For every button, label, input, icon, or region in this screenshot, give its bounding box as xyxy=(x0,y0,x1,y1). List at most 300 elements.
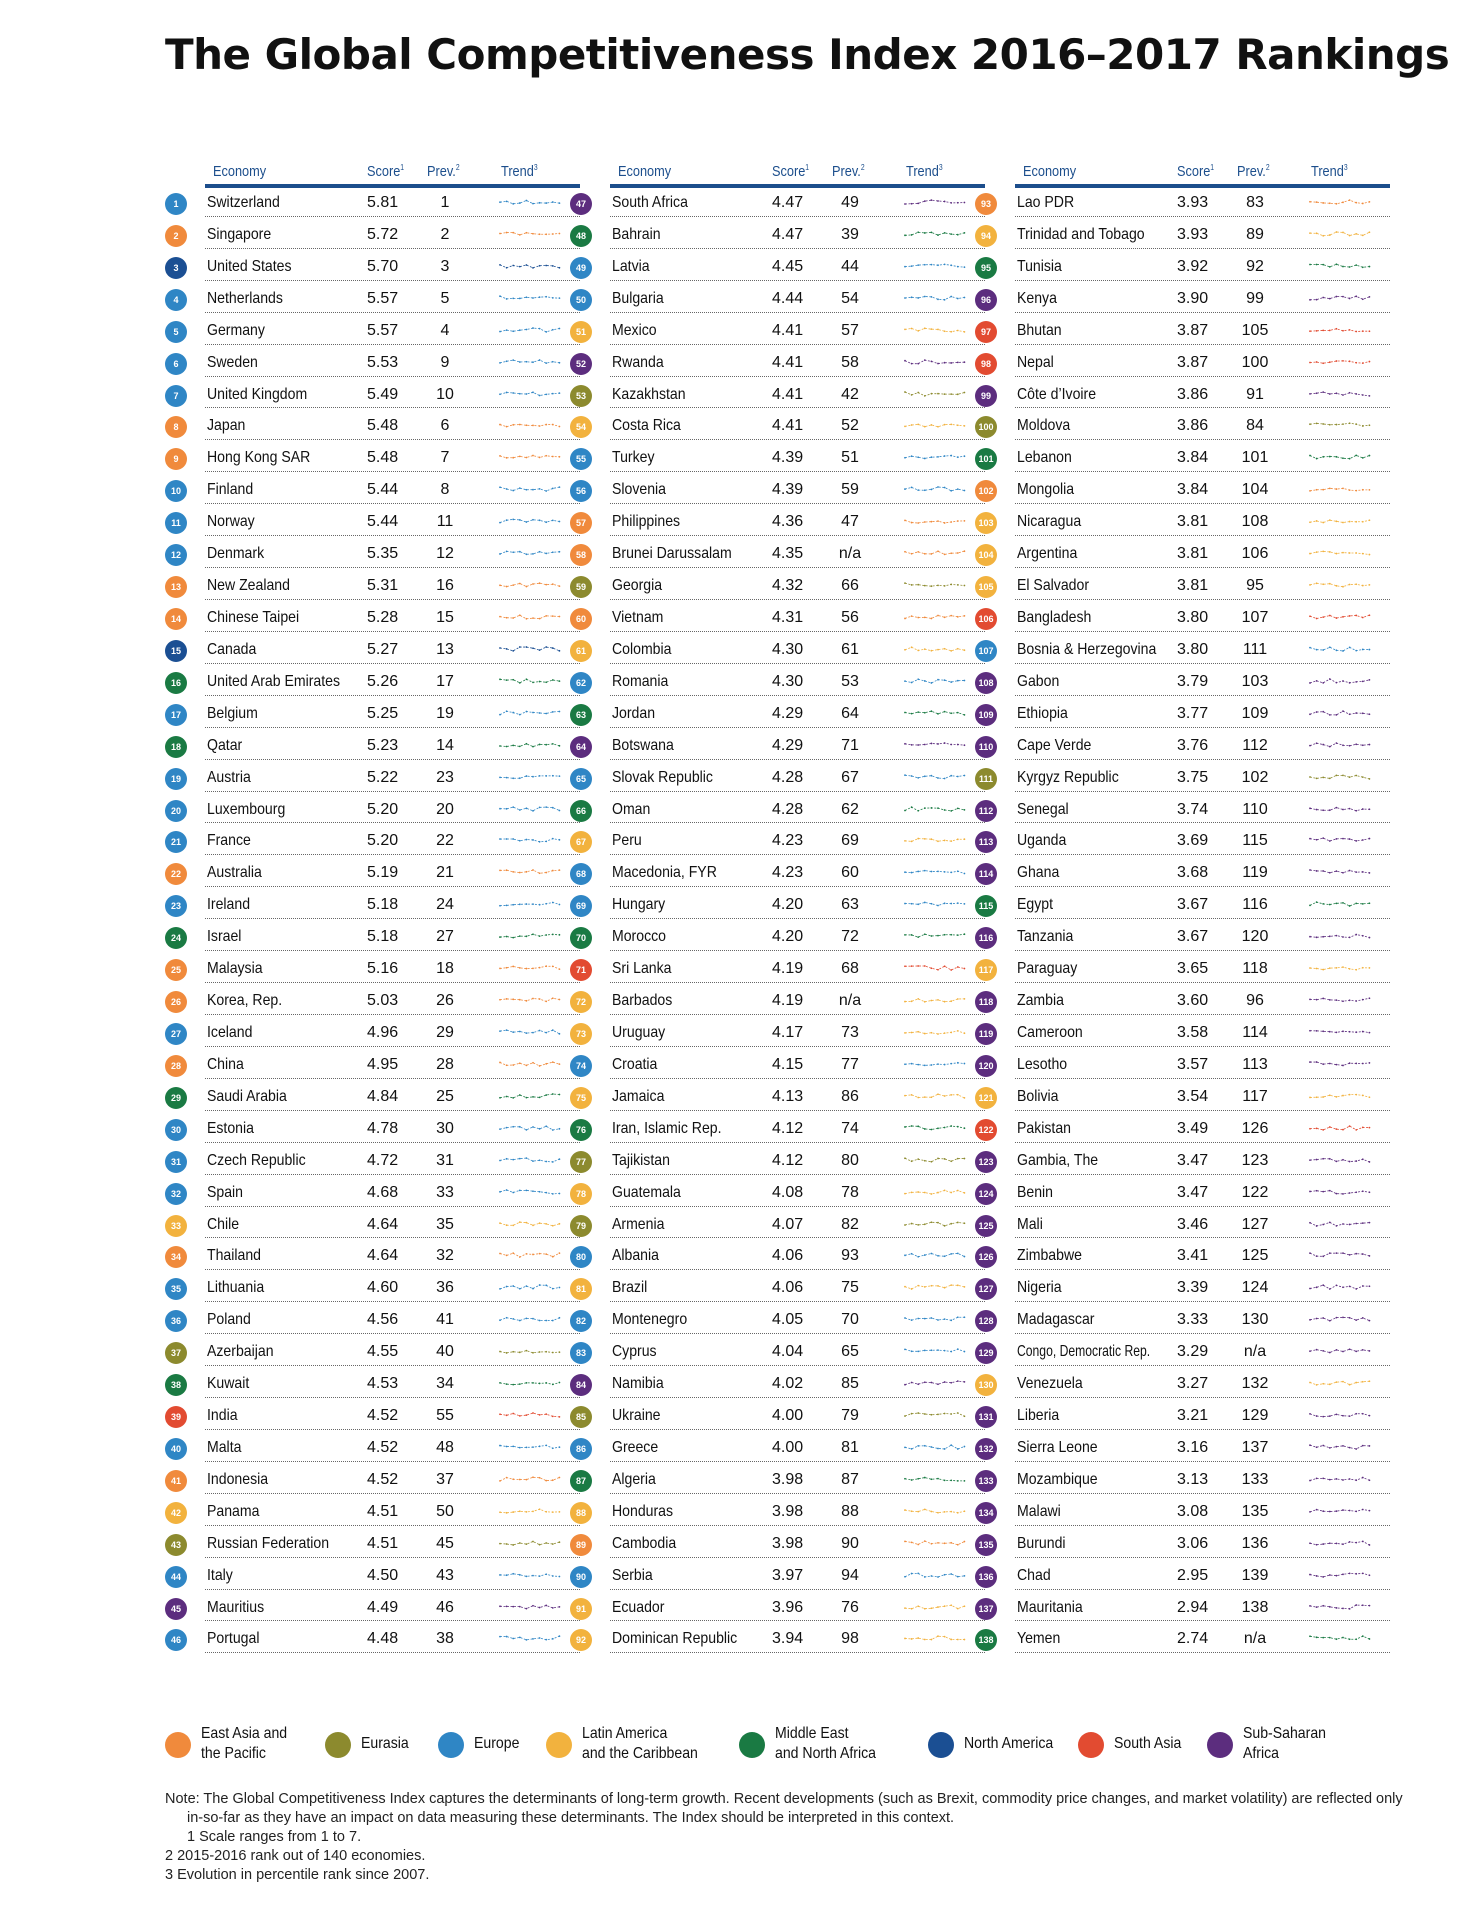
prev-rank: 38 xyxy=(436,1630,454,1648)
legend-swatch xyxy=(325,1732,351,1758)
rank-badge: 64 xyxy=(570,736,592,758)
score-value: 3.79 xyxy=(1177,672,1209,690)
header-prev-label: Prev. xyxy=(832,163,861,180)
trend-sparkline xyxy=(497,577,563,593)
row-divider xyxy=(610,1525,985,1526)
trend-sparkline xyxy=(902,769,968,785)
rank-badge: 16 xyxy=(165,672,187,694)
trend-sparkline xyxy=(497,1088,563,1104)
economy-name: Germany xyxy=(207,321,265,339)
trend-sparkline xyxy=(902,449,968,465)
score-value: 3.86 xyxy=(1177,385,1209,403)
trend-sparkline xyxy=(902,1439,968,1455)
row-divider xyxy=(1015,1078,1390,1079)
header-prev-label: Prev. xyxy=(1237,163,1266,180)
rank-badge: 13 xyxy=(165,576,187,598)
prev-rank: 27 xyxy=(436,928,454,946)
rank-badge: 110 xyxy=(975,736,997,758)
ranking-row xyxy=(575,954,985,986)
economy-name: Finland xyxy=(207,481,254,499)
trend-sparkline xyxy=(497,673,563,689)
rank-badge: 29 xyxy=(165,1087,187,1109)
row-divider xyxy=(610,1429,985,1430)
score-value: 4.31 xyxy=(772,608,804,626)
trend-sparkline xyxy=(497,1535,563,1551)
ranking-row xyxy=(170,731,580,763)
rank-badge: 10 xyxy=(165,480,187,502)
ranking-row xyxy=(170,1273,580,1305)
trend-sparkline xyxy=(902,1599,968,1615)
economy-name: Moldova xyxy=(1017,417,1071,435)
score-value: 5.48 xyxy=(367,417,399,435)
economy-name: United Arab Emirates xyxy=(207,672,341,690)
trend-sparkline xyxy=(902,1343,968,1359)
score-value: 4.35 xyxy=(772,545,804,563)
score-value: 3.94 xyxy=(772,1630,804,1648)
header-economy-label: Economy xyxy=(213,163,267,180)
prev-rank: 3 xyxy=(440,257,450,275)
score-value: 4.36 xyxy=(772,513,804,531)
ranking-row xyxy=(170,1114,580,1146)
ranking-row xyxy=(978,954,1390,986)
economy-name: Pakistan xyxy=(1017,1119,1072,1137)
row-divider xyxy=(1015,1206,1390,1207)
row-divider xyxy=(1015,854,1390,855)
header-score xyxy=(1177,163,1214,180)
economy-name: Malaysia xyxy=(207,960,263,978)
score-value: 4.84 xyxy=(367,1087,399,1105)
header-economy xyxy=(1023,163,1076,180)
rank-badge: 12 xyxy=(165,544,187,566)
prev-rank: 88 xyxy=(841,1502,859,1520)
prev-rank: n/a xyxy=(838,992,862,1010)
score-value: 3.97 xyxy=(772,1566,804,1584)
ranking-row xyxy=(575,1210,985,1242)
prev-rank: 56 xyxy=(841,608,859,626)
rank-badge: 87 xyxy=(570,1470,592,1492)
header-prev xyxy=(427,163,460,180)
footnote-3: 3 Evolution in percentile rank since 2007. xyxy=(165,1867,430,1883)
row-divider xyxy=(610,695,985,696)
prev-rank: 28 xyxy=(436,1055,454,1073)
score-value: 3.46 xyxy=(1177,1215,1209,1233)
economy-name: France xyxy=(207,832,251,850)
economy-name: Venezuela xyxy=(1017,1375,1083,1393)
economy-name: Azerbaijan xyxy=(207,1343,274,1361)
rank-badge: 113 xyxy=(975,831,997,853)
row-divider xyxy=(1015,535,1390,536)
score-value: 4.23 xyxy=(772,864,804,882)
rank-badge: 134 xyxy=(975,1502,997,1524)
prev-rank: 64 xyxy=(841,704,859,722)
rankings-column-1 xyxy=(170,160,580,1656)
ranking-row xyxy=(575,1114,985,1146)
economy-name: Jordan xyxy=(612,704,656,722)
prev-rank: 26 xyxy=(436,992,454,1010)
prev-rank: 48 xyxy=(436,1438,454,1456)
score-value: 3.58 xyxy=(1177,1023,1209,1041)
ranking-row xyxy=(978,1401,1390,1433)
score-value: 3.49 xyxy=(1177,1119,1209,1137)
ranking-row xyxy=(170,922,580,954)
ranking-row xyxy=(170,1497,580,1529)
row-divider xyxy=(610,1493,985,1494)
prev-rank: 98 xyxy=(841,1630,859,1648)
score-value: 3.33 xyxy=(1177,1311,1209,1329)
prev-rank: 42 xyxy=(841,385,859,403)
row-divider xyxy=(1015,1461,1390,1462)
prev-rank: 95 xyxy=(1246,577,1264,595)
rank-badge: 53 xyxy=(570,385,592,407)
legend-swatch xyxy=(928,1732,954,1758)
score-value: 5.20 xyxy=(367,832,399,850)
prev-rank: 32 xyxy=(436,1247,454,1265)
prev-rank: 62 xyxy=(841,800,859,818)
row-divider xyxy=(610,1365,985,1366)
score-value: 3.08 xyxy=(1177,1502,1209,1520)
trend-sparkline xyxy=(497,1247,563,1263)
prev-rank: 119 xyxy=(1242,864,1268,882)
note-text-continued: in-so-far as they have an impact on data measuring these determinants. The Index should be interpreted in this context. xyxy=(187,1810,955,1826)
ranking-row xyxy=(170,1178,580,1210)
rank-badge: 8 xyxy=(165,416,187,438)
trend-sparkline xyxy=(497,226,563,242)
score-value: 3.21 xyxy=(1177,1407,1209,1425)
score-value: 3.77 xyxy=(1177,704,1209,722)
header-score xyxy=(772,163,809,180)
economy-name: Poland xyxy=(207,1311,251,1329)
prev-rank: 73 xyxy=(841,1023,859,1041)
trend-sparkline xyxy=(1307,992,1373,1008)
rank-badge: 116 xyxy=(975,927,997,949)
ranking-row xyxy=(575,507,985,539)
row-divider xyxy=(1015,248,1390,249)
rank-badge: 102 xyxy=(975,480,997,502)
prev-rank: 53 xyxy=(841,672,859,690)
prev-rank: 5 xyxy=(440,289,450,307)
rank-badge: 65 xyxy=(570,768,592,790)
score-value: 5.27 xyxy=(367,640,399,658)
rank-badge: 62 xyxy=(570,672,592,694)
prev-rank: 85 xyxy=(841,1375,859,1393)
row-divider xyxy=(205,1461,580,1462)
row-divider xyxy=(1015,982,1390,983)
economy-name: Mauritius xyxy=(207,1598,265,1616)
ranking-row xyxy=(575,1465,985,1497)
economy-name: Cyprus xyxy=(612,1343,657,1361)
row-divider xyxy=(1015,312,1390,313)
economy-name: Bolivia xyxy=(1017,1087,1059,1105)
prev-rank: 40 xyxy=(436,1343,454,1361)
score-value: 3.69 xyxy=(1177,832,1209,850)
ranking-row xyxy=(575,667,985,699)
trend-sparkline xyxy=(1307,226,1373,242)
rank-badge: 103 xyxy=(975,512,997,534)
economy-name: Austria xyxy=(207,768,251,786)
prev-rank: 12 xyxy=(436,545,454,563)
economy-name: Argentina xyxy=(1017,545,1078,563)
ranking-row xyxy=(575,731,985,763)
prev-rank: 39 xyxy=(841,225,859,243)
ranking-row xyxy=(575,922,985,954)
row-divider xyxy=(1015,950,1390,951)
prev-rank: 93 xyxy=(841,1247,859,1265)
score-value: 5.19 xyxy=(367,864,399,882)
trend-sparkline xyxy=(497,1503,563,1519)
ranking-row xyxy=(575,252,985,284)
legend-swatch xyxy=(1078,1732,1104,1758)
economy-name: Belgium xyxy=(207,704,258,722)
ranking-row xyxy=(170,890,580,922)
score-value: 4.39 xyxy=(772,481,804,499)
row-divider xyxy=(610,439,985,440)
ranking-row xyxy=(575,571,985,603)
row-divider xyxy=(205,1557,580,1558)
prev-rank: 30 xyxy=(436,1119,454,1137)
ranking-row xyxy=(575,316,985,348)
trend-sparkline xyxy=(1307,1056,1373,1072)
rank-badge: 40 xyxy=(165,1438,187,1460)
rank-badge: 131 xyxy=(975,1406,997,1428)
score-value: 4.05 xyxy=(772,1311,804,1329)
ranking-row xyxy=(170,571,580,603)
rank-badge: 45 xyxy=(165,1598,187,1620)
row-divider xyxy=(610,822,985,823)
trend-sparkline xyxy=(902,1375,968,1391)
economy-name: Slovak Republic xyxy=(612,768,713,786)
score-value: 4.52 xyxy=(367,1438,399,1456)
prev-rank: 16 xyxy=(436,577,454,595)
row-divider xyxy=(610,759,985,760)
row-divider xyxy=(205,312,580,313)
rank-badge: 24 xyxy=(165,927,187,949)
ranking-row xyxy=(170,1433,580,1465)
rank-badge: 107 xyxy=(975,640,997,662)
ranking-row xyxy=(173,188,580,220)
economy-name: Iran, Islamic Rep. xyxy=(612,1119,722,1137)
rank-badge: 27 xyxy=(165,1023,187,1045)
rank-badge: 108 xyxy=(975,672,997,694)
rank-badge: 66 xyxy=(570,800,592,822)
score-value: 3.54 xyxy=(1177,1087,1209,1105)
row-divider xyxy=(1015,439,1390,440)
trend-sparkline xyxy=(1307,864,1373,880)
economy-name: Guatemala xyxy=(612,1183,681,1201)
economy-name: Portugal xyxy=(207,1630,260,1648)
rank-badge: 4 xyxy=(165,289,187,311)
economy-name: Qatar xyxy=(207,736,243,754)
row-divider xyxy=(205,407,580,408)
header-economy-label: Economy xyxy=(1023,163,1077,180)
trend-sparkline xyxy=(497,481,563,497)
score-value: 4.78 xyxy=(367,1119,399,1137)
row-divider xyxy=(205,791,580,792)
trend-sparkline xyxy=(497,1279,563,1295)
score-value: 4.64 xyxy=(367,1247,399,1265)
economy-name: Hong Kong SAR xyxy=(207,449,311,467)
row-divider xyxy=(205,982,580,983)
trend-sparkline xyxy=(497,992,563,1008)
economy-name: Malawi xyxy=(1017,1502,1061,1520)
ranking-row xyxy=(980,252,1390,284)
row-divider xyxy=(610,982,985,983)
score-value: 4.72 xyxy=(367,1151,399,1169)
rank-badge: 128 xyxy=(975,1310,997,1332)
prev-rank: 61 xyxy=(841,640,859,658)
trend-sparkline xyxy=(1307,1599,1373,1615)
rank-badge: 26 xyxy=(165,991,187,1013)
prev-rank: 114 xyxy=(1242,1023,1268,1041)
rank-badge: 104 xyxy=(975,544,997,566)
trend-sparkline xyxy=(902,705,968,721)
rank-badge: 56 xyxy=(570,480,592,502)
rank-badge: 43 xyxy=(165,1534,187,1556)
trend-sparkline xyxy=(902,1088,968,1104)
prev-rank: 126 xyxy=(1241,1119,1269,1137)
prev-rank: 1 xyxy=(440,194,450,211)
economy-name: Côte d’Ivoire xyxy=(1017,385,1097,403)
legend-label: South Asia xyxy=(1114,1735,1182,1752)
prev-rank: 35 xyxy=(436,1215,454,1233)
score-value: 5.48 xyxy=(367,449,399,467)
rank-badge: 125 xyxy=(975,1215,997,1237)
trend-sparkline xyxy=(902,290,968,306)
economy-name: Ukraine xyxy=(612,1407,661,1425)
ranking-row xyxy=(575,1273,985,1305)
prev-rank: 74 xyxy=(841,1119,859,1137)
score-value: 5.22 xyxy=(367,768,399,786)
score-value: 2.74 xyxy=(1177,1630,1209,1648)
rank-badge: 73 xyxy=(570,1023,592,1045)
trend-sparkline xyxy=(497,1599,563,1615)
prev-rank: 59 xyxy=(841,481,859,499)
score-value: 4.28 xyxy=(772,768,804,786)
trend-sparkline xyxy=(902,864,968,880)
economy-name: Philippines xyxy=(612,513,681,531)
trend-sparkline xyxy=(497,258,563,274)
rank-badge: 109 xyxy=(975,704,997,726)
score-value: 4.32 xyxy=(772,577,804,595)
economy-name: Romania xyxy=(612,672,669,690)
rank-badge: 112 xyxy=(975,800,997,822)
trend-sparkline xyxy=(1307,1184,1373,1200)
score-value: 4.56 xyxy=(367,1311,399,1329)
ranking-row xyxy=(170,986,580,1018)
economy-name: Tunisia xyxy=(1017,257,1062,275)
trend-sparkline xyxy=(497,386,563,402)
prev-rank: 21 xyxy=(436,864,454,882)
row-divider xyxy=(1015,407,1390,408)
economy-name: Peru xyxy=(612,832,642,850)
prev-rank: 55 xyxy=(436,1407,454,1425)
ranking-row xyxy=(978,1018,1390,1050)
economy-name: Norway xyxy=(207,513,255,531)
economy-name: Chad xyxy=(1017,1566,1051,1584)
trend-sparkline xyxy=(497,641,563,657)
header-score-label: Score xyxy=(772,163,806,180)
footnote-marker: 1 xyxy=(805,163,810,172)
rank-badge: 19 xyxy=(165,768,187,790)
prev-rank: 60 xyxy=(841,864,859,882)
ranking-row xyxy=(575,1561,985,1593)
ranking-row xyxy=(978,1529,1390,1561)
trend-sparkline xyxy=(902,513,968,529)
economy-name: Mauritania xyxy=(1017,1598,1083,1616)
economy-name: Nigeria xyxy=(1017,1279,1062,1297)
header-trend xyxy=(501,163,538,180)
ranking-row xyxy=(980,316,1390,348)
prev-rank: 76 xyxy=(841,1598,859,1616)
row-divider xyxy=(1015,376,1390,377)
economy-name: Montenegro xyxy=(612,1311,688,1329)
rank-badge: 88 xyxy=(570,1502,592,1524)
ranking-list xyxy=(170,188,580,1656)
trend-sparkline xyxy=(497,1120,563,1136)
prev-rank: 77 xyxy=(841,1055,859,1073)
score-value: 3.84 xyxy=(1177,449,1209,467)
economy-name: Bhutan xyxy=(1017,321,1062,339)
score-value: 5.31 xyxy=(367,577,399,595)
trend-sparkline xyxy=(1307,1311,1373,1327)
economy-name: Armenia xyxy=(612,1215,665,1233)
ranking-row xyxy=(575,635,985,667)
ranking-row xyxy=(978,1050,1390,1082)
score-value: 3.90 xyxy=(1177,289,1209,307)
rank-badge: 94 xyxy=(975,225,997,247)
rank-badge: 22 xyxy=(165,863,187,885)
rank-badge: 48 xyxy=(570,225,592,247)
economy-name: Costa Rica xyxy=(612,417,681,435)
trend-sparkline xyxy=(1307,1375,1373,1391)
ranking-row xyxy=(170,667,580,699)
prev-rank: 67 xyxy=(841,768,859,786)
trend-sparkline xyxy=(497,705,563,721)
prev-rank: 137 xyxy=(1241,1438,1269,1456)
ranking-row xyxy=(978,1337,1390,1369)
trend-sparkline xyxy=(902,354,968,370)
rank-badge: 80 xyxy=(570,1246,592,1268)
score-value: 5.81 xyxy=(367,194,399,211)
row-divider xyxy=(1015,1269,1390,1270)
ranking-row xyxy=(575,411,985,443)
rank-badge: 137 xyxy=(975,1598,997,1620)
economy-name: Nepal xyxy=(1017,353,1054,371)
score-value: 3.16 xyxy=(1177,1438,1209,1456)
score-value: 4.19 xyxy=(772,992,804,1010)
economy-name: Sweden xyxy=(207,353,258,371)
prev-rank: 78 xyxy=(841,1183,859,1201)
prev-rank: 123 xyxy=(1241,1151,1269,1169)
ranking-row xyxy=(173,252,580,284)
ranking-row xyxy=(575,475,985,507)
ranking-row xyxy=(575,348,985,380)
score-value: 3.80 xyxy=(1177,640,1209,658)
header-trend-label: Trend xyxy=(1311,163,1344,180)
trend-sparkline xyxy=(1307,194,1373,210)
prev-rank: 17 xyxy=(436,672,454,690)
rank-badge: 44 xyxy=(165,1566,187,1588)
ranking-row xyxy=(173,348,580,380)
rank-badge: 119 xyxy=(975,1023,997,1045)
row-divider xyxy=(610,1301,985,1302)
trend-sparkline xyxy=(902,322,968,338)
prev-rank: 132 xyxy=(1241,1375,1269,1393)
rank-badge: 115 xyxy=(975,895,997,917)
rank-badge: 18 xyxy=(165,736,187,758)
trend-sparkline xyxy=(902,1056,968,1072)
trend-sparkline xyxy=(1307,928,1373,944)
score-value: 4.52 xyxy=(367,1407,399,1425)
